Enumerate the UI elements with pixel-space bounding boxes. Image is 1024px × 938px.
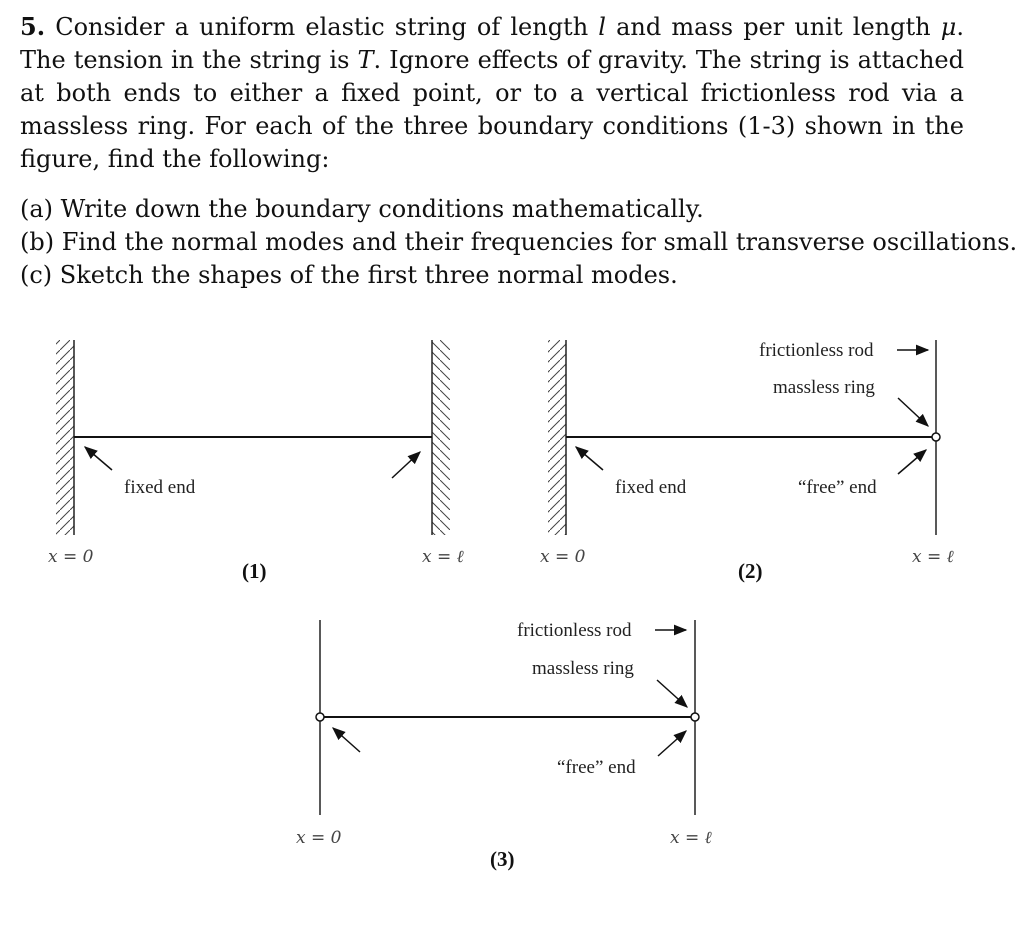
figure-2: [540, 340, 954, 583]
problem-number: 5.: [20, 12, 46, 41]
figure-1: [48, 340, 464, 583]
left-ring: [316, 713, 324, 721]
massless-ring-label: massless ring: [773, 377, 875, 398]
frictionless-rod-label: frictionless rod: [759, 340, 874, 361]
left-wall-hatch: [548, 340, 566, 535]
xl-label: x = ℓ: [670, 828, 712, 848]
var-mu: μ: [940, 13, 957, 41]
figure-number: (2): [738, 559, 763, 583]
fixed-end-label: fixed end: [124, 477, 196, 498]
figure-number: (3): [490, 847, 515, 871]
problem-text-1: Consider a uniform elastic string of length: [55, 13, 599, 41]
left-arrow: [85, 447, 112, 470]
right-wall-hatch: [432, 340, 450, 535]
left-wall-hatch: [56, 340, 74, 535]
ring-arrow: [657, 680, 687, 707]
xl-label: x = ℓ: [912, 547, 954, 567]
part-c: (c) Sketch the shapes of the first three normal modes.: [20, 261, 678, 289]
left-arrow: [576, 447, 603, 470]
x0-label: x = 0: [296, 828, 342, 848]
right-ring: [691, 713, 699, 721]
problem-text-2: and mass per unit length: [605, 13, 941, 41]
frictionless-rod-label: frictionless rod: [517, 620, 632, 641]
problem-text-4: . Ignore effects of gravity. The string is attached at both ends to either a fixed point, or to a vertical frictionless rod via a massless ring. For each of the three boundary conditions (1-3) shown in the figure, find the following:: [20, 46, 964, 173]
ring-arrow: [898, 398, 928, 426]
massless-ring: [932, 433, 940, 441]
free-end-arrow: [658, 731, 686, 756]
free-end-label: “free” end: [557, 757, 636, 778]
fixed-end-label: fixed end: [615, 477, 687, 498]
xl-label: x = ℓ: [422, 547, 464, 567]
problem-text-3: . The tension in the string is: [20, 13, 964, 74]
free-end-arrow: [898, 450, 926, 474]
figure-number: (1): [242, 559, 267, 583]
figure-3: [296, 620, 712, 871]
left-arrow: [333, 728, 360, 752]
x0-label: x = 0: [48, 547, 94, 567]
var-T: T: [357, 46, 374, 74]
part-b: (b) Find the normal modes and their frequencies for small transverse oscillations.: [20, 228, 1018, 256]
part-a: (a) Write down the boundary conditions mathematically.: [20, 195, 704, 223]
right-arrow: [392, 452, 420, 478]
x0-label: x = 0: [540, 547, 586, 567]
var-l: l: [598, 13, 606, 41]
massless-ring-label: massless ring: [532, 658, 634, 679]
free-end-label: “free” end: [798, 477, 877, 498]
